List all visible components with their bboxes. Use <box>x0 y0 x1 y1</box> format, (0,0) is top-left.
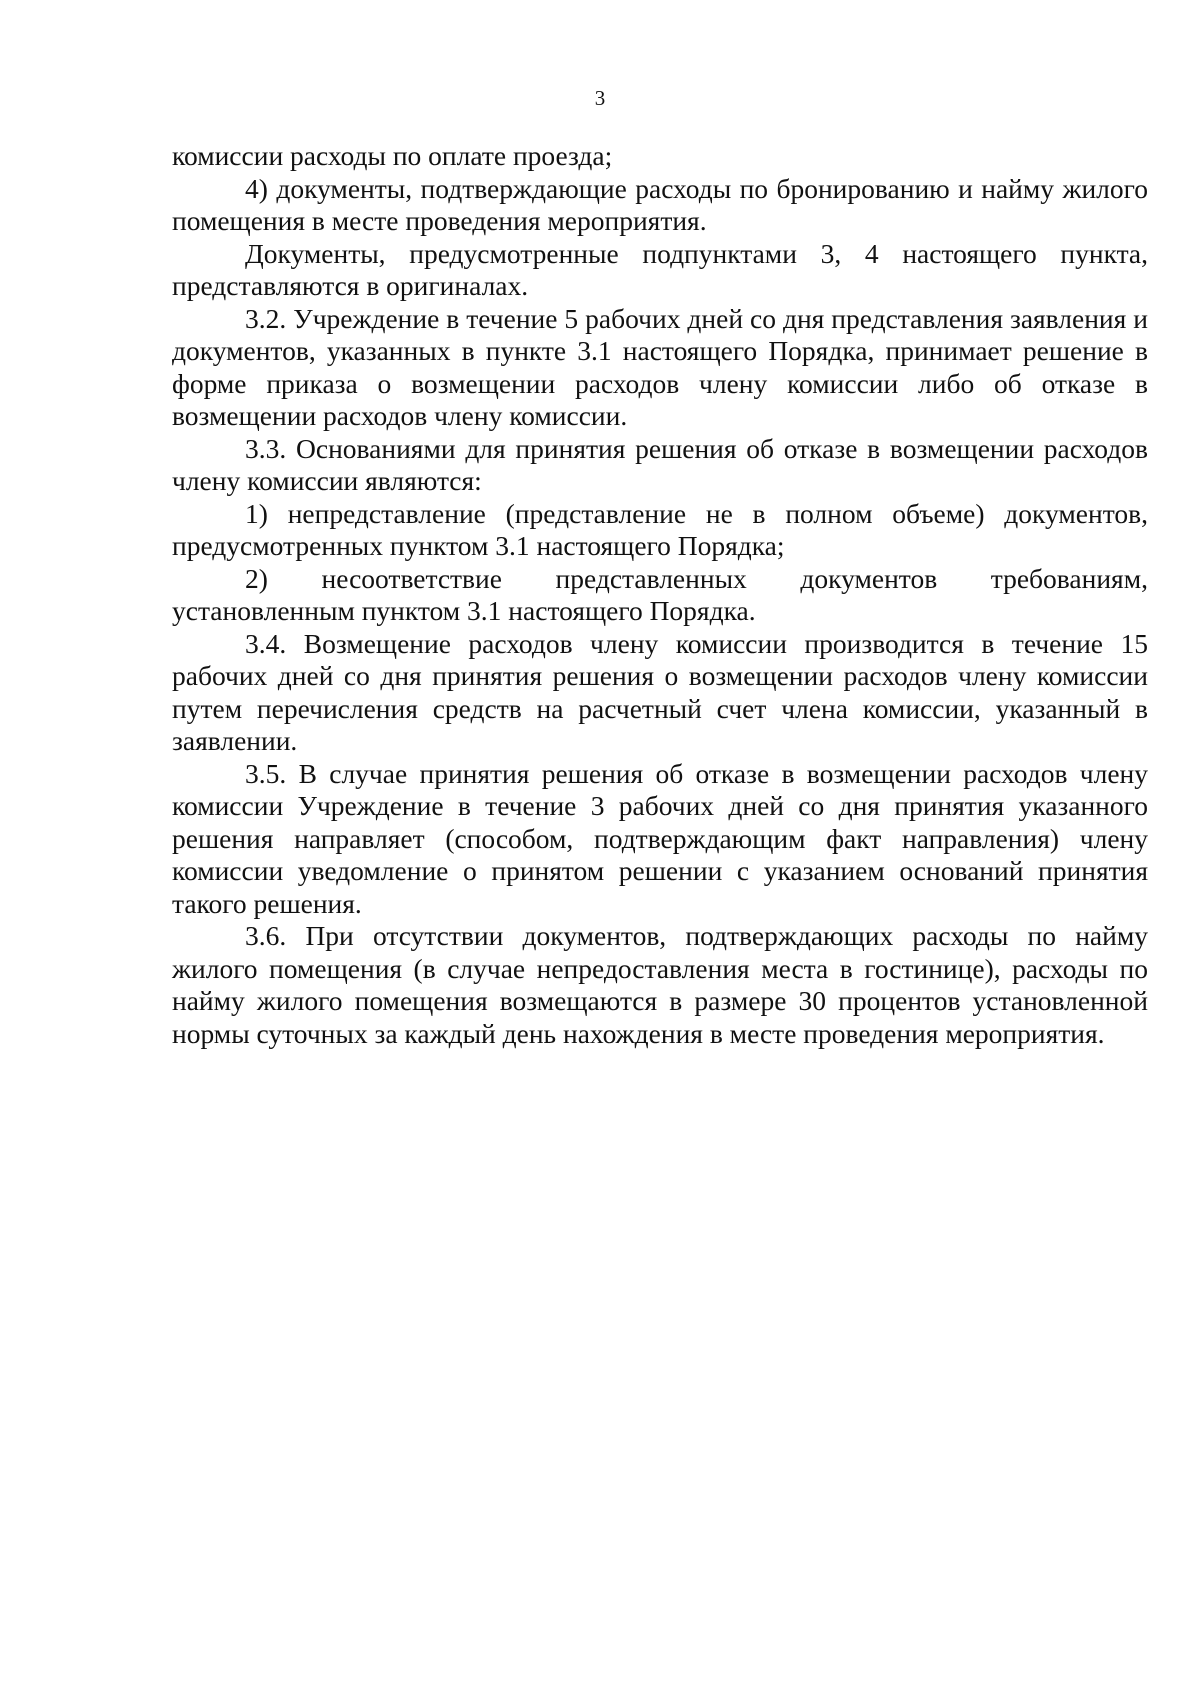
paragraph-3-2: 3.2. Учреждение в течение 5 рабочих дней со дня представления заявления и документов, указанных в пункте 3.1 настоящего Порядка, принимает решение в форме приказа о возмещении расходов члену комиссии либо об отказе в возмещении расходов члену комиссии. <box>172 302 1148 431</box>
paragraph-item-4: 4) документы, подтверждающие расходы по бронированию и найму жилого помещения в месте проведения мероприятия. <box>172 172 1148 236</box>
paragraph-3-6: 3.6. При отсутствии документов, подтверждающих расходы по найму жилого помещения (в случае непредоставления места в гостинице), расходы по найму жилого помещения возмещаются в размере 30 процентов установленной нормы суточных за каждый день нахождения в месте проведения мероприятия. <box>172 920 1148 1049</box>
paragraph-3-3-item-2: 2) несоответствие представленных документов требованиям, установленным пунктом 3.1 настоящего Порядка. <box>172 562 1148 626</box>
paragraph-originals-note: Документы, предусмотренные подпунктами 3, 4 настоящего пункта, представляются в оригиналах. <box>172 237 1148 301</box>
paragraph-continuation: комиссии расходы по оплате проезда; <box>172 140 613 171</box>
paragraph-3-4: 3.4. Возмещение расходов члену комиссии производится в течение 15 рабочих дней со дня принятия решения о возмещении расходов члену комиссии путем перечисления средств на расчетный счет члена комиссии, указанный в заявлении. <box>172 627 1148 756</box>
document-body <box>172 140 1148 1050</box>
paragraph-3-3: 3.3. Основаниями для принятия решения об отказе в возмещении расходов члену комиссии являются: <box>172 432 1148 496</box>
paragraph-3-3-item-1: 1) непредставление (представление не в полном объеме) документов, предусмотренных пунктом 3.1 настоящего Порядка; <box>172 497 1148 561</box>
page-number: 3 <box>594 86 606 110</box>
paragraph-3-5: 3.5. В случае принятия решения об отказе в возмещении расходов члену комиссии Учреждение в течение 3 рабочих дней со дня принятия указанного решения направляет (способом, подтверждающим факт направления) члену комиссии уведомление о принятом решении с указанием оснований принятия такого решения. <box>172 757 1148 919</box>
